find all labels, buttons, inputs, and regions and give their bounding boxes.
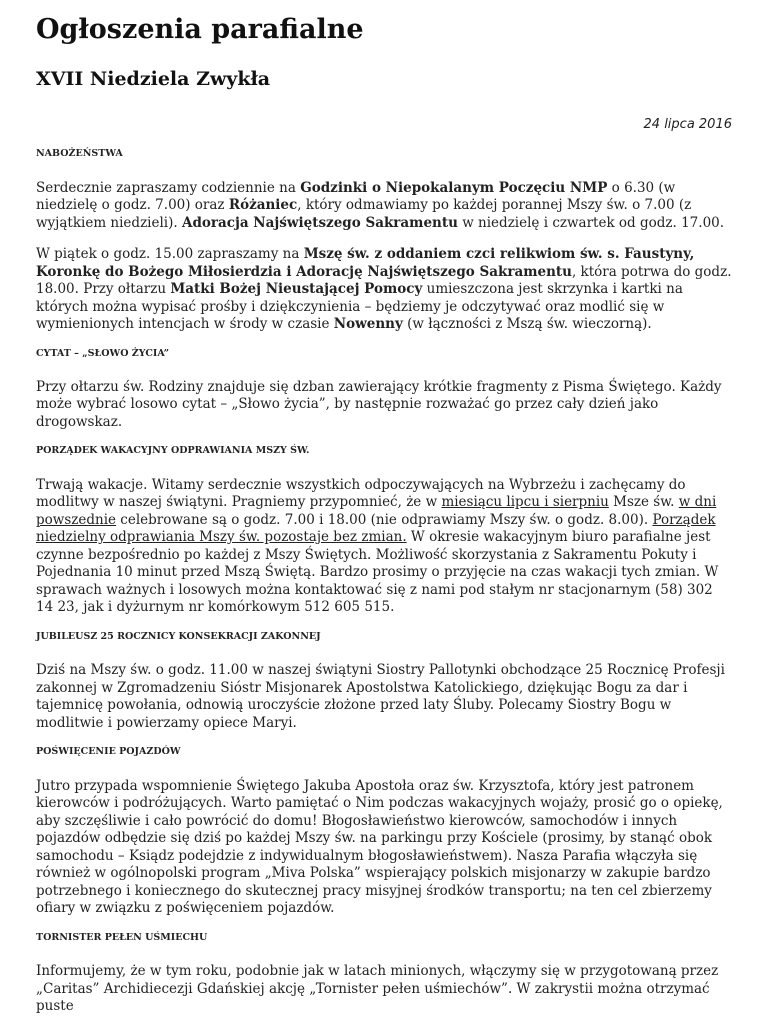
section-porzadek — [36, 445, 732, 616]
section-title: TORNISTER PEŁEN UŚMIECHU — [36, 931, 208, 943]
section-title: CYTAT – „SŁOWO ŻYCIA” — [36, 347, 170, 359]
announcement-date: 24 lipca 2016 — [643, 117, 732, 133]
section-cytat — [36, 348, 732, 432]
page-title: Ogłoszenia parafialne — [36, 14, 364, 45]
paragraph: Dziś na Mszy św. o godz. 11.00 w naszej świątyni Siostry Pallotynki obchodzące 25 Rocznicę Profesji zakonnej w Zgromadzeniu Sióstr Misjonarek Apostolstwa Katolickiego, dziękując Bogu za dar i tajemnicę powołania, odnowią uroczyście złożone przed laty Śluby. Polecamy Siostry Bogu w modlitwie i powierzamy opiece Maryi. — [36, 662, 725, 731]
section-title: JUBILEUSZ 25 ROCZNICY KONSEKRACJI ZAKONNEJ — [36, 630, 321, 642]
paragraph: Serdecznie zapraszamy codziennie na Godzinki o Niepokalanym Poczęciu NMP o 6.30 (w niedzielę o godz. 7.00) oraz Różaniec, który odmawiamy po każdej porannej Mszy św. o 7.00 (z wyjątkiem niedzieli). Adoracja Najświętszego Sakramentu w niedzielę i czwartek od godz. 17.00. — [36, 179, 725, 231]
section-tornister — [36, 932, 732, 1016]
paragraph: Jutro przypada wspomnienie Świętego Jakuba Apostoła oraz św. Krzysztofa, który jest patronem kierowców i podróżujących. Warto pamiętać o Nim podczas wakacyjnych wojaży, prosić go o opiekę, aby szczęśliwie i cało powrócić do domu! Błogosławieństwo kierowców, samochodów i innych pojazdów odbędzie się dziś po każdej Mszy św. na parkingu przy Kościele (prosimy, by stanąć obok samochodu – Ksiądz podejdzie z indywidualnym błogosławieństwem). Nasza Parafia włączyła się również w ogólnopolski program „Miva Polska” wspierający polskich misjonarzy w zakupie bardzo potrzebnego i koniecznego do skutecznej pracy misyjnej środków transportu; na ten cel zbierzemy ofiary w związku z poświęceniem pojazdów. — [36, 777, 723, 917]
section-title: NABOŻEŃSTWA — [36, 148, 123, 160]
paragraph: Przy ołtarzu św. Rodziny znajduje się dzban zawierający krótkie fragmenty z Pisma Świętego. Każdy może wybrać losowo cytat – „Słowo życia”, by następnie rozważać go przez cały dzień jako drogowskaz. — [36, 378, 722, 430]
section-nabozenstwa — [36, 148, 732, 333]
section-title: PORZĄDEK WAKACYJNY ODPRAWIANIA MSZY ŚW. — [36, 445, 310, 457]
section-poswiecenie — [36, 746, 732, 917]
section-jubileusz — [36, 631, 732, 732]
section-title: POŚWIĘCENIE POJAZDÓW — [36, 746, 181, 758]
page-subtitle: XVII Niedziela Zwykła — [36, 68, 271, 91]
paragraph: W piątek o godz. 15.00 zapraszamy na Mszę św. z oddaniem czci relikwiom św. s. Faustyny, Koronkę do Bożego Miłosierdzia i Adorację Najświętszego Sakramentu, która potrwa do godz. 18.00. Przy ołtarzu Matki Bożej Nieustającej Pomocy umieszczona jest skrzynka i kartki na których można wypisać prośby i dziękczynienia – będziemy je odczytywać oraz modlić się w wymienionych intencjach w środy w czasie Nowenny (w łączności z Mszą św. wieczorną). — [36, 246, 732, 333]
paragraph: Trwają wakacje. Witamy serdecznie wszystkich odpoczywających na Wybrzeżu i zachęcamy do modlitwy w naszej świątyni. Pragniemy przypomnieć, że w miesiącu lipcu i sierpniu Msze św. w dni powszednie celebrowane są o godz. 7.00 i 18.00 (nie odprawiamy Mszy św. o godz. 8.00). Porządek niedzielny odprawiania Mszy św. pozostaje bez zmian. W okresie wakacyjnym biuro parafialne jest czynne bezpośrednio po każdej z Mszy Świętych. Możliwość skorzystania z Sakramentu Pokuty i Pojednania 10 minut przed Mszą Świętą. Bardzo prosimy o przyjęcie na czas wakacji tych zmian. W sprawach ważnych i losowych można kontaktować się z nami pod stałym nr stacjonarnym (58) 302 14 23, jak i dyżurnym nr komórkowym 512 605 515. — [36, 476, 719, 616]
paragraph: Informujemy, że w tym roku, podobnie jak w latach minionych, włączymy się w przygotowaną przez „Caritas” Archidiecezji Gdańskiej akcję „Tornister pełen uśmiechów”. W zakrystii można otrzymać puste — [36, 963, 719, 1015]
